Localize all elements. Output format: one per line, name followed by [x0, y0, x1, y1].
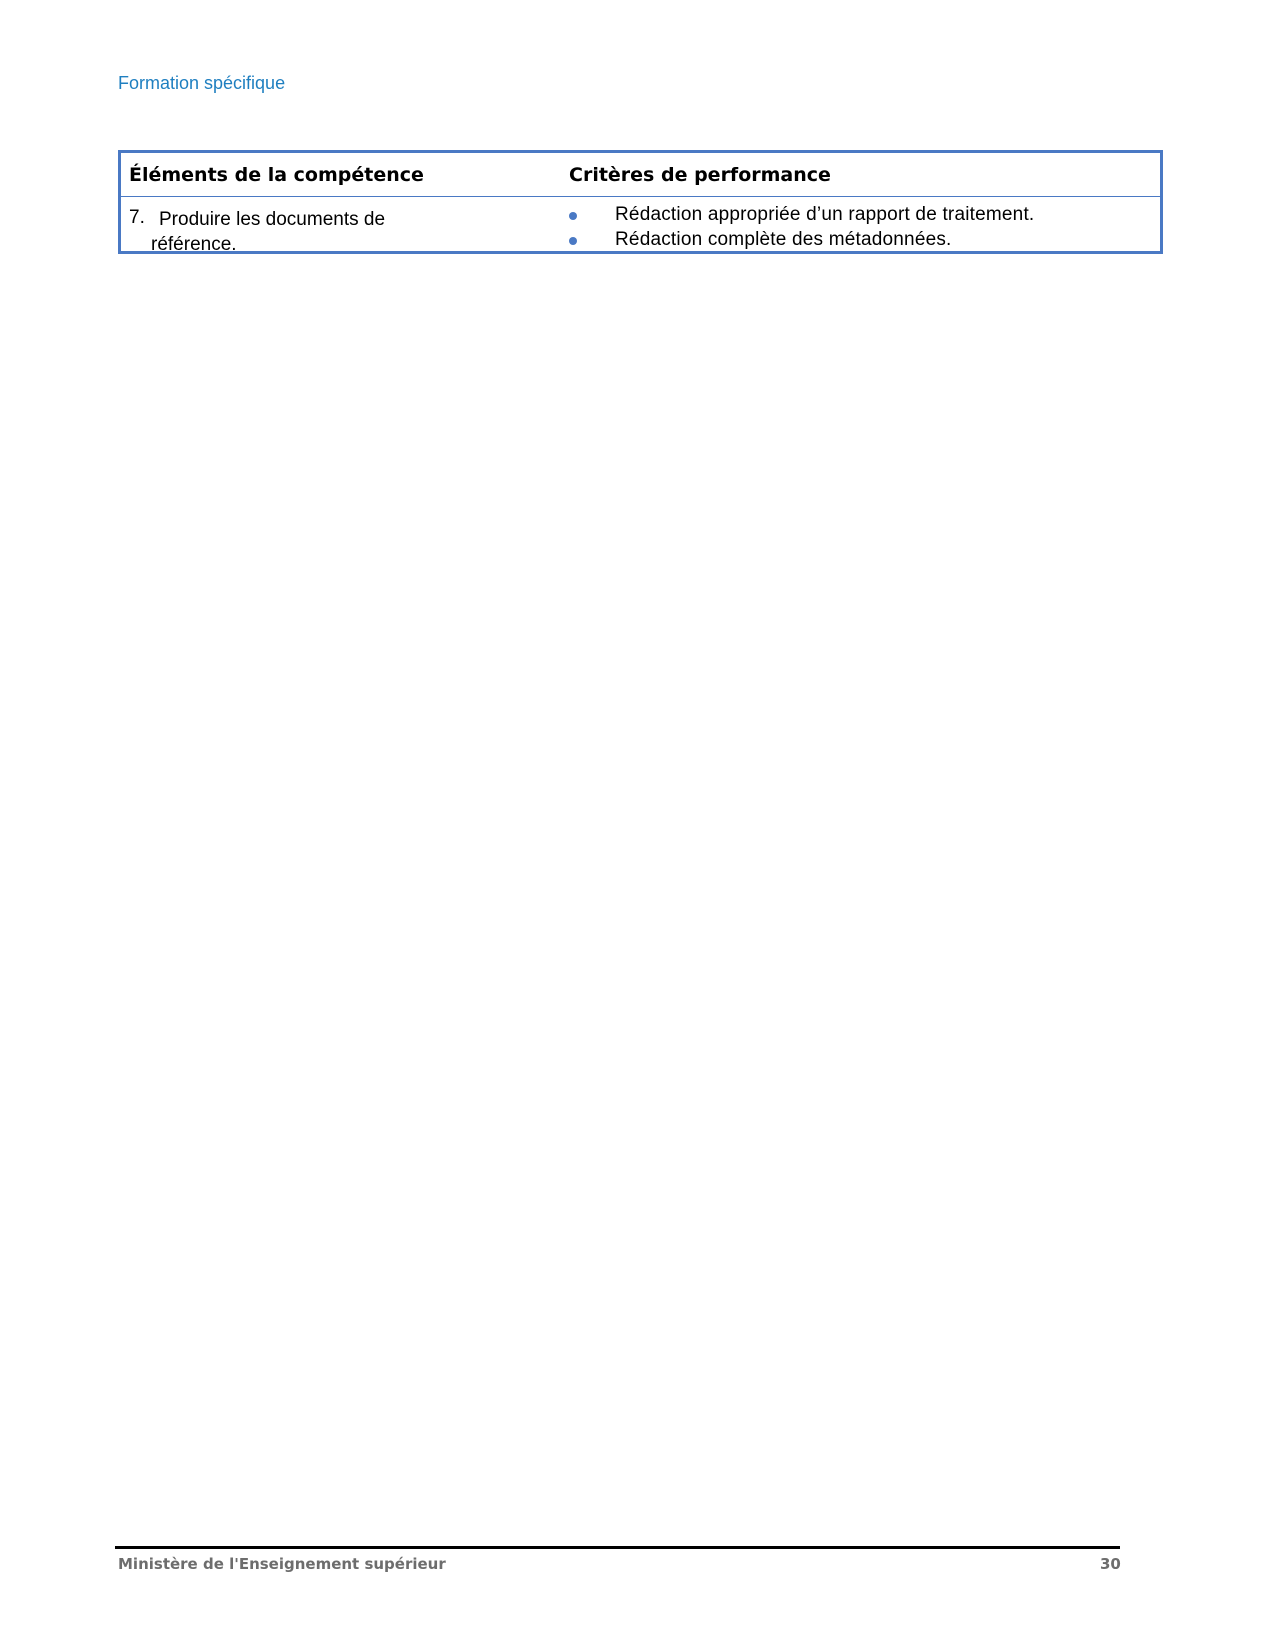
element-text-line2: référence.: [151, 234, 237, 255]
column-header-elements: Éléments de la compétence: [129, 164, 424, 186]
criteria-text: Rédaction appropriée d’un rapport de traitement.: [615, 204, 1035, 225]
footer-ministry: Ministère de l'Enseignement supérieur: [118, 1555, 446, 1573]
criteria-text: Rédaction complète des métadonnées.: [615, 229, 952, 250]
bullet-icon: [569, 237, 577, 245]
element-text-line1: Produire les documents de: [159, 209, 386, 230]
competence-table: [118, 150, 1163, 254]
table-header-row: [121, 153, 1160, 197]
page-number: 30: [1100, 1555, 1121, 1573]
column-header-criteria: Critères de performance: [569, 164, 831, 186]
bullet-icon: [569, 212, 577, 220]
section-header: Formation spécifique: [118, 73, 286, 93]
footer-divider: [115, 1546, 1120, 1549]
element-description: [151, 207, 439, 257]
element-number: 7.: [129, 207, 145, 228]
